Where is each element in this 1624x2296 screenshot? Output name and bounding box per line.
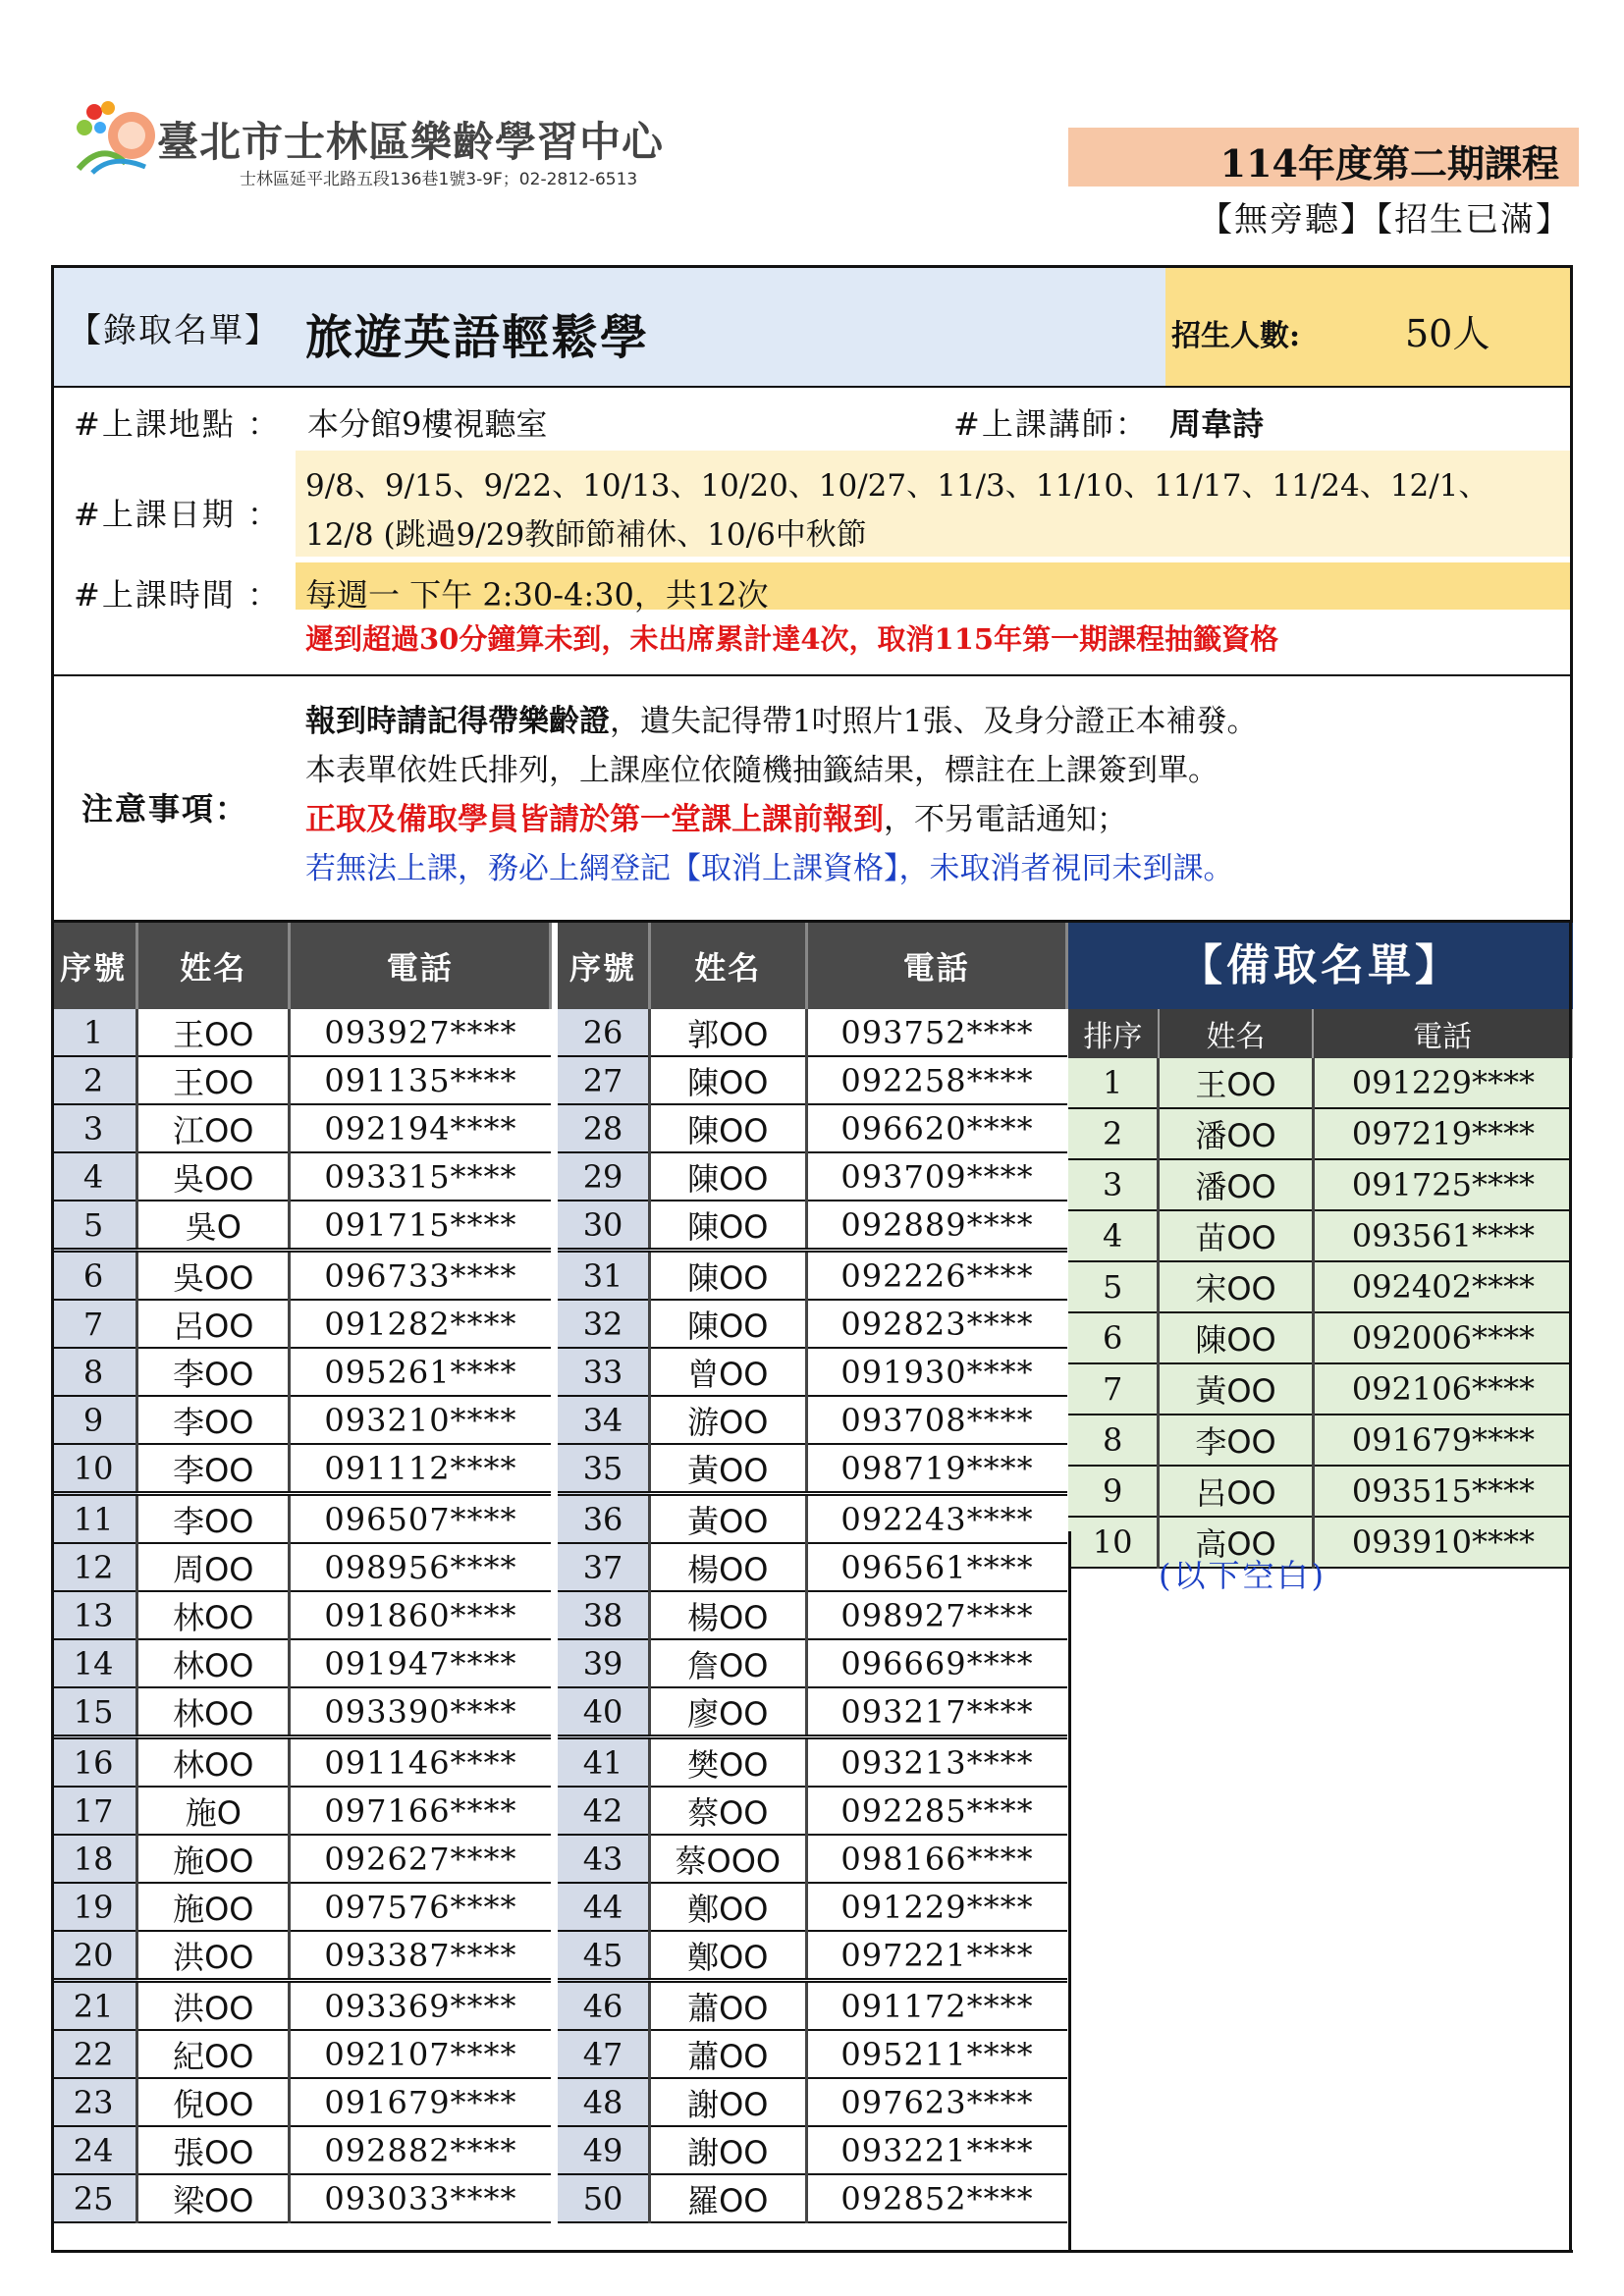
student-phone: 092852**** [806,2174,1067,2222]
roster-row [51,1152,551,1201]
row-number: 42 [558,1787,650,1835]
attendance-warning: 遲到超過30分鐘算未到，未出席累計達4次，取消115年第一期課程抽籤資格 [305,622,1279,656]
header-no: 序號 [51,923,137,1009]
roster-row [558,1056,1067,1104]
term-banner [1068,128,1579,187]
roster-row [51,1300,551,1348]
row-number: 31 [558,1251,650,1301]
roster-row [51,1835,551,1883]
student-name: 吳O [137,1201,290,1251]
header-phone: 電話 [290,923,551,1009]
header-name: 姓名 [650,923,806,1009]
location-value: 本分館9樓視聽室 [307,405,548,443]
roster-row [558,1737,1067,1788]
alternates-table [1068,1009,1573,1569]
roster-table-left [51,923,552,2223]
roster-row [51,2174,551,2222]
student-name: 蔡OOO [650,1835,806,1883]
row-number: 32 [558,1300,650,1348]
roster-row [558,1009,1067,1056]
student-phone: 093910**** [1313,1517,1572,1568]
student-phone: 093217**** [806,1687,1067,1737]
roster-row [558,1348,1067,1396]
roster-row [558,1444,1067,1494]
student-name: 黃OO [1159,1363,1314,1415]
student-phone: 093369**** [290,1981,551,2031]
location-label: #上課地點 ： [74,405,281,443]
student-phone: 091725**** [1313,1159,1572,1210]
alt-header-no: 排序 [1068,1009,1159,1058]
roster-row [558,1494,1067,1544]
row-number: 34 [558,1396,650,1444]
student-name: 施OO [137,1835,290,1883]
left-border [51,923,54,2252]
student-name: 李OO [1159,1415,1314,1466]
student-phone: 097623**** [806,2078,1067,2126]
student-phone: 093752**** [806,1009,1067,1056]
student-phone: 093213**** [806,1737,1067,1788]
student-phone: 091112**** [290,1444,551,1494]
note-line-4: 若無法上課，務必上網登記【取消上課資格】，未取消者視同未到課。 [305,851,1234,886]
student-phone: 097219**** [1313,1108,1572,1159]
alternate-row [1068,1466,1572,1517]
student-phone: 098956**** [290,1543,551,1591]
student-name: 詹OO [650,1639,806,1687]
row-number: 4 [1068,1210,1159,1261]
row-number: 5 [1068,1261,1159,1312]
row-number: 28 [558,1104,650,1152]
student-phone: 091282**** [290,1300,551,1348]
student-name: 高OO [1159,1517,1314,1568]
alternate-row [1068,1058,1572,1108]
student-name: 江OO [137,1104,290,1152]
alternate-row [1068,1415,1572,1466]
enrollment-label: 招生人數: [1171,319,1301,353]
student-phone: 093561**** [1313,1210,1572,1261]
roster-row [51,1009,551,1056]
row-number: 5 [51,1201,137,1251]
student-phone: 091679**** [1313,1415,1572,1466]
roster-row [51,1396,551,1444]
student-name: 曾OO [650,1348,806,1396]
row-number: 20 [51,1931,137,1981]
alternate-row [1068,1210,1572,1261]
student-name: 張OO [137,2126,290,2174]
row-number: 12 [51,1543,137,1591]
student-phone: 092882**** [290,2126,551,2174]
roster-row [558,1931,1067,1981]
student-phone: 092285**** [806,1787,1067,1835]
roster-row [51,1056,551,1104]
student-phone: 098719**** [806,1444,1067,1494]
student-name: 陳OO [650,1201,806,1251]
roster-row [51,1104,551,1152]
student-name: 紀OO [137,2030,290,2078]
roster-row [558,1883,1067,1931]
divider [54,674,1570,676]
row-number: 10 [51,1444,137,1494]
roster-row [558,2030,1067,2078]
student-phone: 093210**** [290,1396,551,1444]
row-number: 29 [558,1152,650,1201]
row-number: 40 [558,1687,650,1737]
row-number: 13 [51,1591,137,1639]
student-phone: 096507**** [290,1494,551,1544]
org-name: 臺北市士林區樂齡學習中心 [157,118,665,166]
row-number: 44 [558,1883,650,1931]
alternate-row [1068,1312,1572,1363]
row-number: 17 [51,1787,137,1835]
alternate-row [1068,1159,1572,1210]
term-tags: 【無旁聽】【招生已滿】 [1199,200,1571,240]
student-phone: 093390**** [290,1687,551,1737]
student-phone: 092823**** [806,1300,1067,1348]
student-phone: 092107**** [290,2030,551,2078]
note-line-1 [305,696,1257,740]
student-name: 郭OO [650,1009,806,1056]
roster-row [558,1835,1067,1883]
student-name: 鄭OO [650,1883,806,1931]
student-name: 李OO [137,1396,290,1444]
list-tag: 【錄取名單】 [68,311,280,350]
row-number: 46 [558,1981,650,2031]
student-phone: 091930**** [806,1348,1067,1396]
roster-row [558,1543,1067,1591]
student-name: 呂OO [1159,1466,1314,1517]
student-phone: 098166**** [806,1835,1067,1883]
student-name: 施OO [137,1883,290,1931]
student-phone: 097576**** [290,1883,551,1931]
alternate-row [1068,1261,1572,1312]
roster-row [558,1396,1067,1444]
roster-row [558,1201,1067,1251]
header-no: 序號 [558,923,650,1009]
roster-row [51,1348,551,1396]
row-number: 38 [558,1591,650,1639]
enrollment-value: 50人 [1405,312,1490,355]
alt-area-border [1068,1531,1071,2250]
student-phone: 093387**** [290,1931,551,1981]
student-phone: 092258**** [806,1056,1067,1104]
row-number: 25 [51,2174,137,2222]
student-name: 李OO [137,1494,290,1544]
student-name: 吳OO [137,1251,290,1301]
student-name: 周OO [137,1543,290,1591]
bottom-border [51,2250,1573,2253]
alternates-header-row [1068,1009,1572,1058]
student-phone: 098927**** [806,1591,1067,1639]
roster-row [558,2126,1067,2174]
row-number: 9 [51,1396,137,1444]
student-name: 李OO [137,1444,290,1494]
student-name: 黃OO [650,1444,806,1494]
student-name: 陳OO [650,1104,806,1152]
row-number: 4 [51,1152,137,1201]
row-number: 24 [51,2126,137,2174]
student-name: 蔡OO [650,1787,806,1835]
roster-header-row [558,923,1067,1009]
student-phone: 092226**** [806,1251,1067,1301]
roster-row [558,1251,1067,1301]
time-label: #上課時間 ： [74,576,281,614]
org-address: 士林區延平北路五段136巷1號3-9F；02-2812-6513 [240,170,638,189]
student-name: 潘OO [1159,1108,1314,1159]
row-number: 19 [51,1883,137,1931]
student-name: 楊OO [650,1543,806,1591]
right-border [1569,923,1572,2252]
row-number: 47 [558,2030,650,2078]
roster-row [558,1981,1067,2031]
student-phone: 096561**** [806,1543,1067,1591]
roster-row [51,1687,551,1737]
student-phone: 096669**** [806,1639,1067,1687]
student-name: 陳OO [1159,1312,1314,1363]
note-line-1-emphasis: 報到時請記得帶樂齡證 [305,704,610,739]
row-number: 33 [558,1348,650,1396]
row-number: 14 [51,1639,137,1687]
student-phone: 091135**** [290,1056,551,1104]
row-number: 15 [51,1687,137,1737]
student-name: 林OO [137,1737,290,1788]
student-name: 王OO [137,1009,290,1056]
student-phone: 091715**** [290,1201,551,1251]
roster-row [51,1494,551,1544]
student-phone: 092402**** [1313,1261,1572,1312]
student-phone: 093708**** [806,1396,1067,1444]
student-phone: 096733**** [290,1251,551,1301]
roster-row [51,1251,551,1301]
student-name: 林OO [137,1591,290,1639]
student-phone: 093221**** [806,2126,1067,2174]
row-number: 2 [1068,1108,1159,1159]
header-name: 姓名 [137,923,290,1009]
term-title: 114年度第二期課程 [1219,141,1559,186]
student-name: 陳OO [650,1152,806,1201]
teacher-label: #上課講師： [953,405,1149,443]
row-number: 18 [51,1835,137,1883]
row-number: 3 [51,1104,137,1152]
row-number: 8 [51,1348,137,1396]
student-name: 倪OO [137,2078,290,2126]
row-number: 1 [51,1009,137,1056]
row-number: 35 [558,1444,650,1494]
student-name: 王OO [1159,1058,1314,1108]
roster-row [51,1931,551,1981]
row-number: 7 [1068,1363,1159,1415]
roster-row [51,2126,551,2174]
row-number: 2 [51,1056,137,1104]
student-phone: 091229**** [1313,1058,1572,1108]
student-phone: 091146**** [290,1737,551,1788]
row-number: 22 [51,2030,137,2078]
roster-row [51,1787,551,1835]
student-phone: 092889**** [806,1201,1067,1251]
row-number: 10 [1068,1517,1159,1568]
student-phone: 093315**** [290,1152,551,1201]
header-phone: 電話 [806,923,1067,1009]
end-of-list-note: (以下空白) [1159,1557,1326,1594]
roster-row [51,1591,551,1639]
student-name: 潘OO [1159,1159,1314,1210]
row-number: 50 [558,2174,650,2222]
row-number: 7 [51,1300,137,1348]
roster-table-right [558,923,1068,2223]
student-name: 施O [137,1787,290,1835]
student-name: 謝OO [650,2126,806,2174]
note-line-3-text: ，不另電話通知； [884,802,1127,837]
row-number: 43 [558,1835,650,1883]
row-number: 27 [558,1056,650,1104]
student-name: 吳OO [137,1152,290,1201]
student-phone: 091679**** [290,2078,551,2126]
alternate-row [1068,1108,1572,1159]
alt-header-name: 姓名 [1159,1009,1314,1058]
roster-row [51,1543,551,1591]
row-number: 41 [558,1737,650,1788]
row-number: 39 [558,1639,650,1687]
roster-row [558,2174,1067,2222]
student-name: 王OO [137,1056,290,1104]
roster-row [558,1687,1067,1737]
student-phone: 091860**** [290,1591,551,1639]
student-phone: 093515**** [1313,1466,1572,1517]
student-name: 梁OO [137,2174,290,2222]
student-name: 鄭OO [650,1931,806,1981]
student-phone: 097221**** [806,1931,1067,1981]
row-number: 6 [1068,1312,1159,1363]
student-phone: 092106**** [1313,1363,1572,1415]
student-name: 陳OO [650,1300,806,1348]
student-phone: 092243**** [806,1494,1067,1544]
date-label: #上課日期 ： [74,496,281,533]
student-name: 林OO [137,1639,290,1687]
roster-row [558,1152,1067,1201]
dates-line-2: 12/8 (跳過9/29教師節補休、10/6中秋節 [305,517,867,553]
note-line-3-emphasis: 正取及備取學員皆請於第一堂課上課前報到 [305,802,884,837]
student-name: 洪OO [137,1981,290,2031]
student-name: 游OO [650,1396,806,1444]
row-number: 1 [1068,1058,1159,1108]
student-phone: 093709**** [806,1152,1067,1201]
roster-row [51,1737,551,1788]
student-phone: 092006**** [1313,1312,1572,1363]
student-phone: 091229**** [806,1883,1067,1931]
student-name: 宋OO [1159,1261,1314,1312]
student-phone: 091947**** [290,1639,551,1687]
student-name: 羅OO [650,2174,806,2222]
student-phone: 093927**** [290,1009,551,1056]
student-phone: 093033**** [290,2174,551,2222]
row-number: 48 [558,2078,650,2126]
student-name: 陳OO [650,1251,806,1301]
alt-header-phone: 電話 [1313,1009,1572,1058]
roster-row [558,1787,1067,1835]
row-number: 26 [558,1009,650,1056]
row-number: 9 [1068,1466,1159,1517]
row-number: 3 [1068,1159,1159,1210]
student-phone: 092194**** [290,1104,551,1152]
row-number: 8 [1068,1415,1159,1466]
student-name: 苗OO [1159,1210,1314,1261]
note-line-1-text: ，遺失記得帶1吋照片1張、及身分證正本補發。 [610,704,1258,739]
divider [54,386,1570,388]
roster-row [51,2078,551,2126]
dates-line-1: 9/8、9/15、9/22、10/13、10/20、10/27、11/3、11/10、11/17、11/24、12/1、 [305,468,1489,504]
roster-row [558,1591,1067,1639]
student-name: 樊OO [650,1737,806,1788]
student-name: 陳OO [650,1056,806,1104]
student-phone: 092627**** [290,1835,551,1883]
time-value: 每週一 下午 2:30-4:30，共12次 [305,576,769,614]
course-title: 旅遊英語輕鬆學 [305,310,650,365]
notes-label: 注意事項： [81,790,249,828]
row-number: 21 [51,1981,137,2031]
roster-row [558,1639,1067,1687]
student-name: 蕭OO [650,1981,806,2031]
student-phone: 095261**** [290,1348,551,1396]
student-name: 李OO [137,1348,290,1396]
roster-row [51,2030,551,2078]
row-number: 45 [558,1931,650,1981]
roster-row [51,1639,551,1687]
roster-row [558,1300,1067,1348]
student-name: 洪OO [137,1931,290,1981]
student-phone: 095211**** [806,2030,1067,2078]
student-name: 蕭OO [650,2030,806,2078]
note-line-3 [305,794,1127,838]
student-name: 謝OO [650,2078,806,2126]
alternate-row [1068,1363,1572,1415]
roster-row [51,1444,551,1494]
teacher-value: 周韋詩 [1169,405,1265,443]
student-phone: 096620**** [806,1104,1067,1152]
student-phone: 091172**** [806,1981,1067,2031]
roster-row [558,1104,1067,1152]
row-number: 30 [558,1201,650,1251]
student-name: 林OO [137,1687,290,1737]
student-name: 黃OO [650,1494,806,1544]
roster-row [558,2078,1067,2126]
row-number: 6 [51,1251,137,1301]
row-number: 23 [51,2078,137,2126]
roster-header-row [51,923,551,1009]
row-number: 16 [51,1737,137,1788]
row-number: 49 [558,2126,650,2174]
student-name: 呂OO [137,1300,290,1348]
row-number: 11 [51,1494,137,1544]
student-name: 楊OO [650,1591,806,1639]
roster-row [51,1201,551,1251]
roster-row [51,1883,551,1931]
center-logo [73,98,163,175]
row-number: 37 [558,1543,650,1591]
course-info-panel [51,265,1573,923]
student-phone: 097166**** [290,1787,551,1835]
row-number: 36 [558,1494,650,1544]
roster-row [51,1981,551,2031]
note-line-2: 本表單依姓氏排列，上課座位依隨機抽籤結果，標註在上課簽到單。 [305,753,1218,788]
student-name: 廖OO [650,1687,806,1737]
alternates-title: 【備取名單】 [1068,923,1573,1009]
